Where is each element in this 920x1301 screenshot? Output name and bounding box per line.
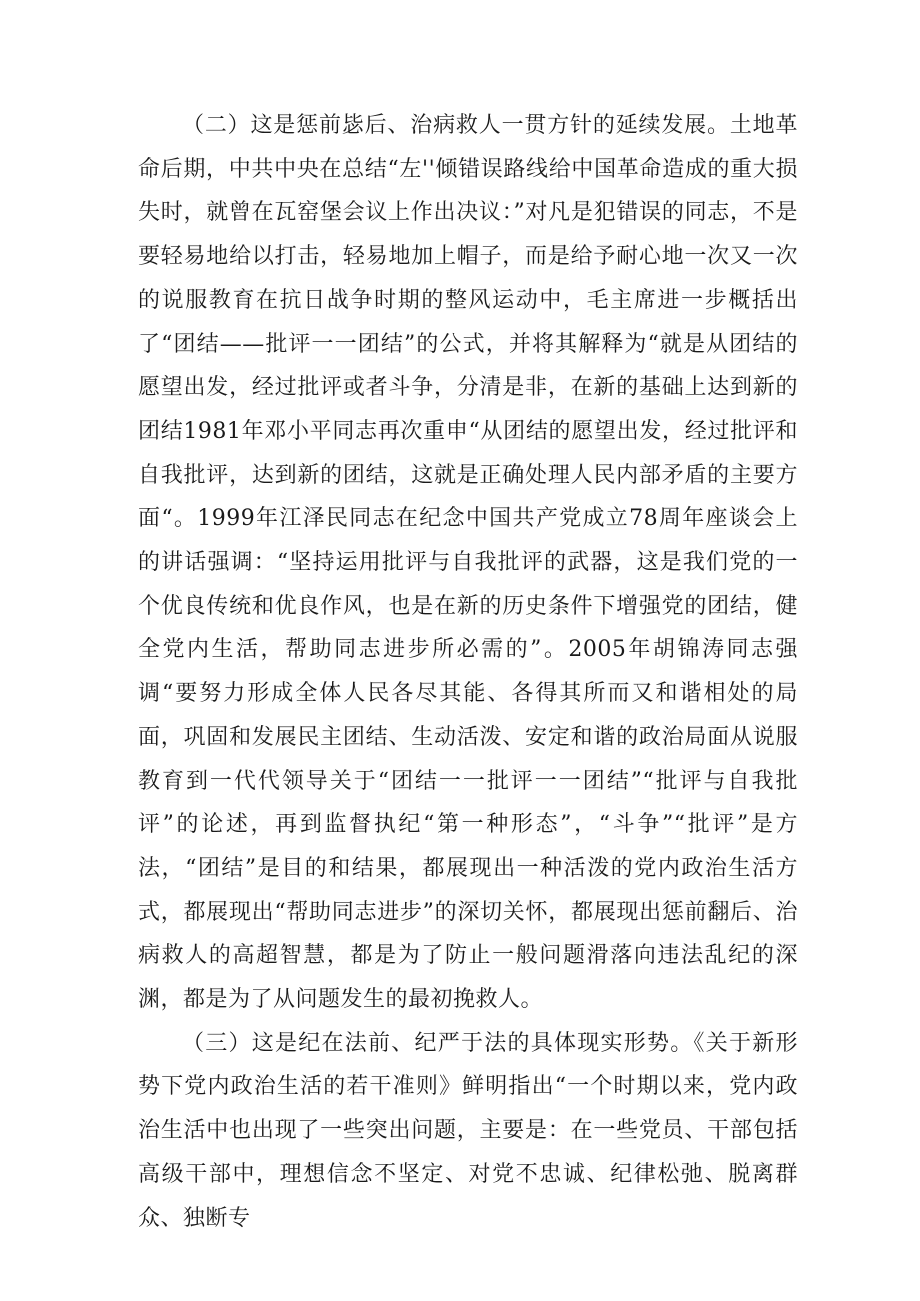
paragraph-three: （三）这是纪在法前、纪严于法的具体现实形势。《关于新形势下党内政治生活的若干准则》鲜明指出“一个时期以来，党内政治生活中也出现了一些突出问题，主要是：在一些党员、干部包括高级干部中，理想信念不坚定、对党不忠诚、纪律松弛、脱离群众、独断专 xyxy=(138,1030,798,1231)
paragraph-two: （二）这是惩前毖后、治病救人一贯方针的延续发展。土地革命后期，中共中央在总结“左''倾错误路线给中国革命造成的重大损失时，就曾在瓦窑堡会议上作出决议：”对凡是犯错误的同志，不是要轻易地给以打击，轻易地加上帽子，而是给予耐心地一次又一次的说服教育在抗日战争时期的整风运动中，毛主席进一步概括出了“团结——批评一一团结”的公式，并将其解释为“就是从团结的愿望出发，经过批评或者斗争，分清是非，在新的基础上达到新的团结1981年邓小平同志再次重申“从团结的愿望出发，经过批评和自我批评，达到新的团结，这就是正确处理人民内部矛盾的主要方面“。1999年江泽民同志在纪念中国共产党成立78周年座谈会上的讲话强调：“坚持运用批评与自我批评的武器，这是我们党的一个优良传统和优良作风，也是在新的历史条件下增强党的团结，健全党内生活，帮助同志进步所必需的”。2005年胡锦涛同志强调“要努力形成全体人民各尽其能、各得其所而又和谐相处的局面，巩固和发展民主团结、生动活泼、安定和谐的政治局面从说服教育到一代代领导关于“团结一一批评一一团结”“批评与自我批评”的论述，再到监督执纪“第一种形态”，“斗争”“批评”是方法，“团结”是目的和结果，都展现出一种活泼的党内政治生活方式，都展现出“帮助同志进步”的深切关怀，都展现出惩前翻后、治病救人的高超智慧，都是为了防止一般问题滑落向违法乱纪的深渊，都是为了从问题发生的最初挽救人。 xyxy=(138,113,798,1013)
document-body xyxy=(138,104,798,1240)
